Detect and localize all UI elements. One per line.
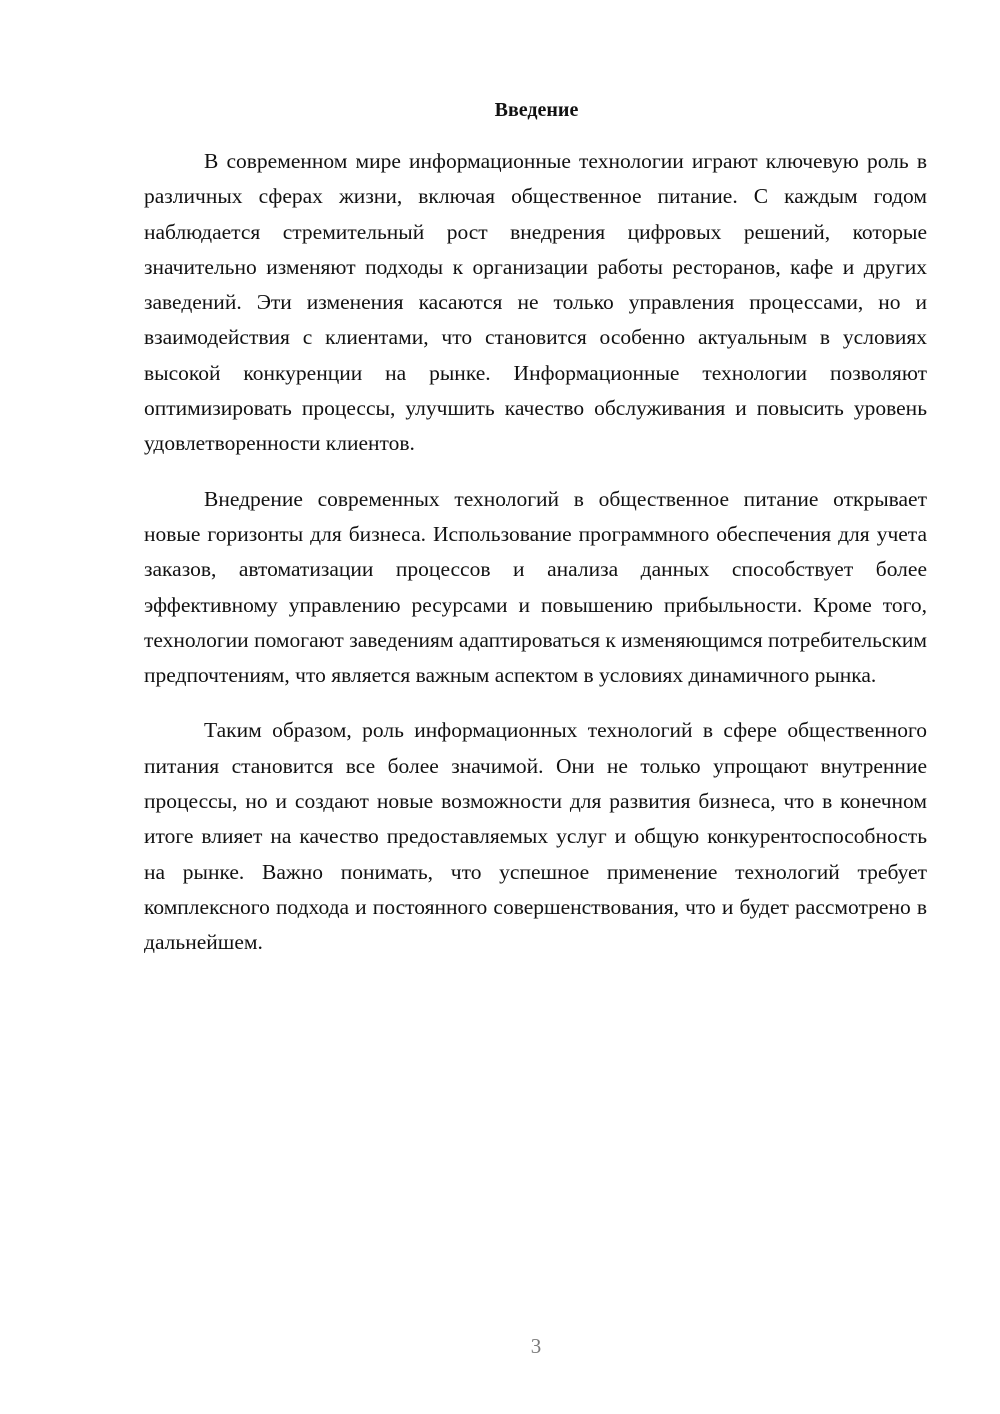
page-number: 3 xyxy=(530,1334,542,1358)
paragraph-3: Таким образом, роль информационных технологий в сфере общественного питания становится все более значимой. Они не только упрощают внутренние процессы, но и создают новые возможности для развития бизнеса, что в конечном итоге влияет на качество предоставляемых услуг и общую конкурентоспособность на рынке. Важно понимать, что успешное применение технологий требует комплексного подхода и постоянного совершенствования, что и будет рассмотрено в дальнейшем. xyxy=(144,718,927,955)
page-content xyxy=(144,96,927,981)
paragraph-2: Внедрение современных технологий в общественное питание открывает новые горизонты для бизнеса. Использование программного обеспечения для учета заказов, автоматизации процессов и анализа данных способствует более эффективному управлению ресурсами и повышению прибыльности. Кроме того, технологии помогают заведениям адаптироваться к изменяющимся потребительским предпочтениям, что является важным аспектом в условиях динамичного рынка. xyxy=(144,486,927,688)
paragraph-1: В современном мире информационные технологии играют ключевую роль в различных сферах жизни, включая общественное питание. С каждым годом наблюдается стремительный рост внедрения цифровых решений, которые значительно изменяют подходы к организации работы ресторанов, кафе и других заведений. Эти изменения касаются не только управления процессами, но и взаимодействия с клиентами, что становится особенно актуальным в условиях высокой конкуренции на рынке. Информационные технологии позволяют оптимизировать процессы, улучшить качество обслуживания и повысить уровень удовлетворенности клиентов. xyxy=(144,149,927,456)
section-title: Введение xyxy=(494,99,579,121)
